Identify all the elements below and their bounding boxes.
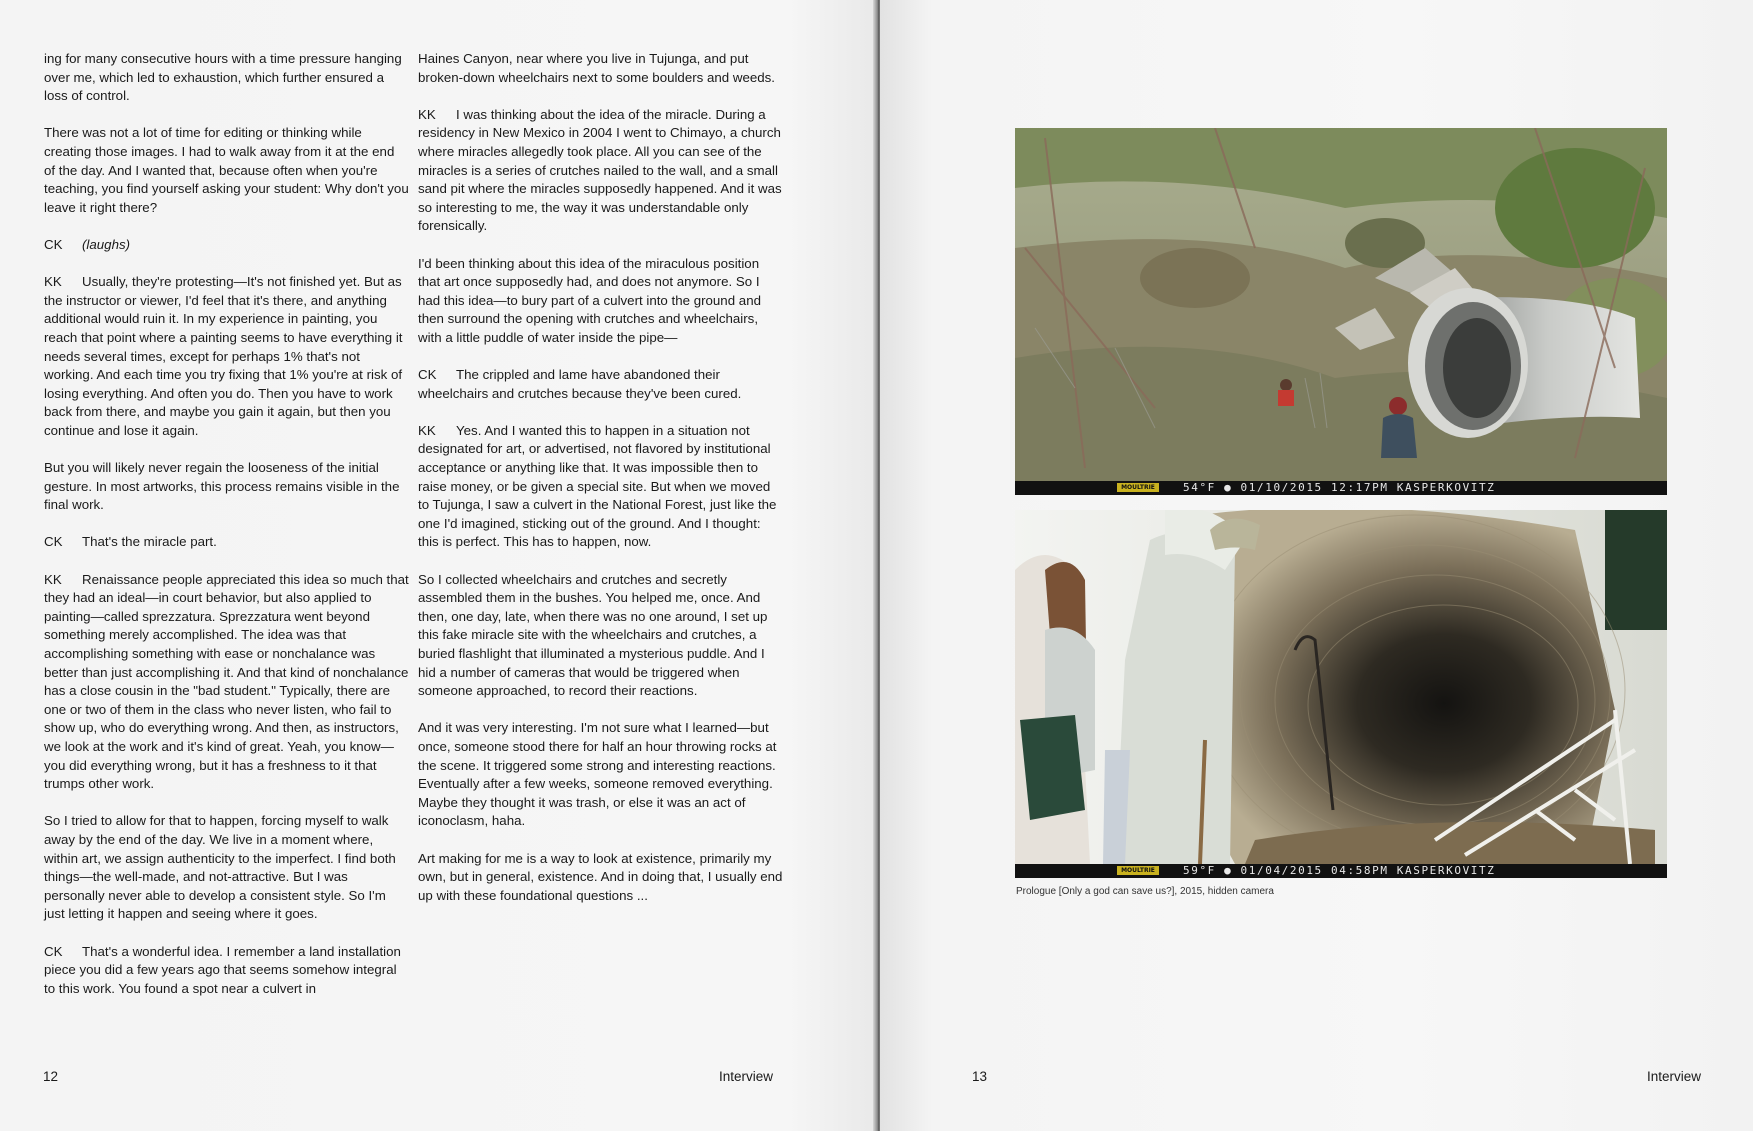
camera-brand-logo: MOULTRIE bbox=[1117, 483, 1159, 492]
running-head: Interview bbox=[719, 1069, 774, 1084]
page-number: 12 bbox=[43, 1069, 59, 1084]
text-column-1 bbox=[44, 50, 409, 1017]
paragraph: There was not a lot of time for editing or thinking while creating those images. I had to walk away from it at the end of the day. And I wanted that, because often when you're teaching, you find yourself asking your student: Why don't you leave it right there? bbox=[44, 125, 409, 215]
trail-camera-photo-1 bbox=[1015, 128, 1667, 495]
camera-timestamp: 54°F ● 01/10/2015 12:17PM KASPERKOVITZ bbox=[1183, 481, 1496, 494]
paragraph: So I collected wheelchairs and crutches and secretly assembled them in the bushes. You helped me, once. And then, one day, late, when there was no one around, I set up this fake miracle site with the wheelchairs and crutches, a buried flashlight that illuminated a mysterious puddle. And I hid a number of cameras that would be triggered when someone approached, to record their reactions. bbox=[418, 571, 768, 699]
page-number: 13 bbox=[972, 1069, 988, 1084]
speaker-label: CK bbox=[44, 236, 63, 252]
paragraph: Art making for me is a way to look at existence, primarily my own, but in general, existence. And in doing that, I usually end up with these foundational questions ... bbox=[418, 850, 783, 903]
culvert-closeup-image bbox=[1015, 510, 1667, 864]
trail-camera-photo-2 bbox=[1015, 510, 1667, 878]
left-page bbox=[0, 0, 876, 1131]
camera-brand-logo: MOULTRIE bbox=[1117, 866, 1159, 875]
paragraph: KK I was thinking about the idea of the miracle. During a residency in New Mexico in 2004 I went to Chimayo, a church where miracles allegedly took place. All you can see of the miracles is a series of crutches nailed to the wall, and a small sand pit where the miracles supposedly happened. And it was so interesting to me, the way it was understandable only forensically. bbox=[418, 106, 782, 234]
photo-caption: Prologue [Only a god can save us?], 2015, hidden camera bbox=[1016, 886, 1274, 897]
camera-timestamp-bar bbox=[1015, 481, 1667, 495]
paragraph: So I tried to allow for that to happen, forcing myself to walk away by the end of the day. We live in a moment where, within art, we assign authenticity to the imperfect. I find both things—the well-made, and not-attractive. But I was personally never able to develop a consistent style. So I'm just letting it happen and seeing where it goes. bbox=[44, 813, 396, 922]
speaker-label: KK bbox=[44, 571, 62, 587]
camera-timestamp-bar bbox=[1015, 864, 1667, 878]
paragraph: CK (laughs) bbox=[44, 236, 409, 255]
camera-timestamp: 59°F ● 01/04/2015 04:58PM KASPERKOVITZ bbox=[1183, 864, 1496, 877]
speaker-label: CK bbox=[44, 943, 63, 959]
culvert-hillside-image bbox=[1015, 128, 1667, 481]
paragraph: And it was very interesting. I'm not sure what I learned—but once, someone stood there for half an hour throwing rocks at the scene. It triggered some strong and interesting reactions. Eventually after a few weeks, someone removed everything. Maybe they thought it was trash, or else it was an act of iconoclasm, haha. bbox=[418, 720, 777, 829]
paragraph: CK That's the miracle part. bbox=[44, 533, 409, 552]
paragraph: But you will likely never regain the looseness of the initial gesture. In most artworks, this process remains visible in the final work. bbox=[44, 460, 400, 513]
paragraph: CK The crippled and lame have abandoned their wheelchairs and crutches because they've been cured. bbox=[418, 367, 742, 401]
paragraph: ing for many consecutive hours with a time pressure hanging over me, which led to exhaustion, which further ensured a loss of control. bbox=[44, 51, 402, 104]
speaker-label: CK bbox=[418, 367, 437, 383]
speaker-label: CK bbox=[44, 534, 63, 550]
paragraph: KK Renaissance people appreciated this idea so much that they had an ideal—in court behavior, but also applied to painting—called sprezzatura. Sprezzatura went beyond something merely accomplished. The idea was that accomplishing something with ease or nonchalance was better than just accomplishing it. And that kind of nonchalance has a close cousin in the "bad student." Typically, there are one or two of them in the class who never listen, who fail to show up, who do everything wrong. And then, as instructors, we look at the work and it's kind of great. Yeah, you know—you did everything wrong, but it has a freshness to it that trumps other work. bbox=[44, 571, 409, 792]
running-head: Interview bbox=[1647, 1069, 1702, 1084]
paragraph: KK Usually, they're protesting—It's not finished yet. But as the instructor or viewer, I'd feel that it's there, and anything additional would ruin it. In my experience in painting, you reach that point where a painting seems to have everything it needs several times, except for perhaps 1% that's not working. And each time you try fixing that 1% you're at risk of losing everything. And often you do. Then you have to work back from there, and maybe you gain it again, but then you continue and lose it again. bbox=[44, 274, 403, 438]
paragraph: Haines Canyon, near where you live in Tujunga, and put broken-down wheelchairs next to some boulders and weeds. bbox=[418, 51, 776, 85]
speaker-label: KK bbox=[44, 274, 62, 290]
speaker-label: KK bbox=[418, 422, 436, 438]
paragraph: KK Yes. And I wanted this to happen in a situation not designated for art, or advertised, not flavored by institutional acceptance or anything like that. It was impossible then to raise money, or be given a special site. But when we moved to Tujunga, I saw a culvert in the National Forest, just like the one I'd imagined, sticking out of the ground. And I thought: this is perfect. This has to happen, now. bbox=[418, 422, 777, 550]
paragraph: I'd been thinking about this idea of the miraculous position that art once supposedly had, and does not anymore. So I had this idea—to bury part of a culvert into the ground and then surround the opening with crutches and wheelchairs, with a little puddle of water inside the pipe— bbox=[418, 255, 761, 345]
paragraph: CK That's a wonderful idea. I remember a land installation piece you did a few years ago that seems somehow integral to this work. You found a spot near a culvert in bbox=[44, 943, 401, 996]
speaker-label: KK bbox=[418, 106, 436, 122]
text-column-2 bbox=[418, 50, 783, 924]
